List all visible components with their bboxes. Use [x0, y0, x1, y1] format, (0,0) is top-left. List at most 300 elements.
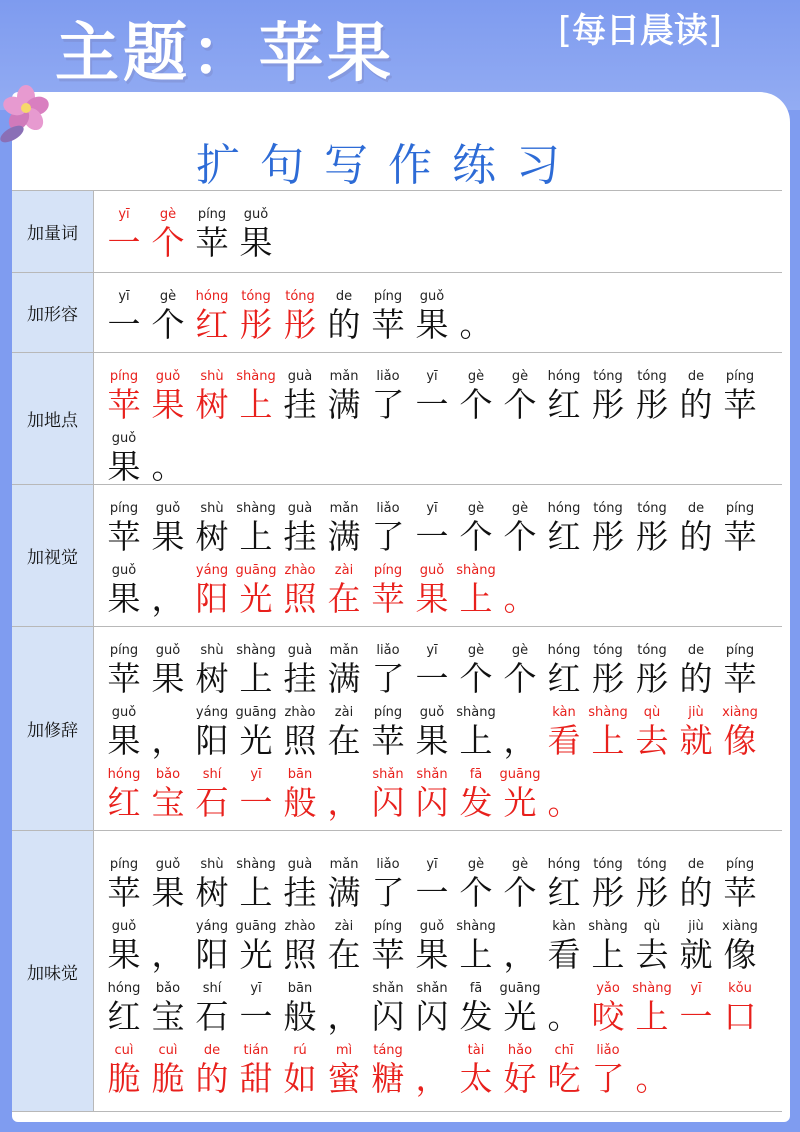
pinyin: yī [118, 289, 130, 304]
pinyin: hóng [547, 643, 581, 658]
character-cell [674, 704, 718, 761]
hanzi: 果 [415, 305, 449, 344]
pinyin: guǒ [243, 207, 269, 222]
hanzi: 。 [547, 783, 581, 822]
pinyin: guǒ [111, 705, 137, 720]
pinyin: hóng [107, 767, 141, 782]
pinyin: liǎo [376, 643, 400, 658]
hanzi: 在 [327, 935, 361, 974]
hanzi: 在 [327, 579, 361, 618]
character-cell [102, 562, 146, 619]
hanzi: 在 [327, 721, 361, 760]
sentence-line [102, 557, 542, 619]
hanzi: 去 [635, 935, 669, 974]
pinyin: gè [511, 369, 529, 384]
hanzi: 个 [503, 873, 537, 912]
character-cell [146, 980, 190, 1037]
character-cell [102, 1042, 146, 1099]
punctuation-cell [410, 1042, 454, 1099]
character-cell [278, 980, 322, 1037]
character-cell [234, 704, 278, 761]
hanzi: 个 [503, 659, 537, 698]
pinyin: cuì [114, 1043, 134, 1058]
character-cell [234, 766, 278, 823]
pinyin: de [687, 643, 705, 658]
hanzi: 闪 [371, 997, 405, 1036]
character-cell [410, 766, 454, 823]
punctuation-cell [630, 1042, 674, 1099]
pinyin: de [687, 857, 705, 872]
character-cell [498, 980, 542, 1037]
pinyin: guà [287, 501, 313, 516]
pinyin: shù [200, 501, 224, 516]
hanzi: 满 [327, 385, 361, 424]
hanzi: 光 [503, 783, 537, 822]
character-cell [234, 206, 278, 263]
hanzi: 果 [107, 935, 141, 974]
pinyin: cuì [158, 1043, 178, 1058]
subtitle: 扩句写作练习 [196, 140, 580, 191]
row-label: 加形容 [12, 273, 94, 352]
pinyin: zài [334, 563, 354, 578]
character-cell [366, 1042, 410, 1099]
hanzi: 上 [591, 721, 625, 760]
hanzi: 挂 [283, 659, 317, 698]
pinyin: guǒ [155, 643, 181, 658]
sentence-line [102, 851, 762, 913]
sentence-line [102, 761, 586, 823]
pinyin: tóng [637, 501, 667, 516]
pinyin: gè [511, 643, 529, 658]
pinyin: bān [287, 981, 313, 996]
character-cell [102, 642, 146, 699]
pinyin: qù [643, 919, 661, 934]
pinyin: yáng [195, 919, 229, 934]
hanzi: 上 [459, 579, 493, 618]
hanzi: 彤 [591, 385, 625, 424]
character-cell [102, 980, 146, 1037]
pinyin: yáng [195, 563, 229, 578]
character-cell [278, 918, 322, 975]
sentence-line [102, 1037, 674, 1099]
hanzi: 石 [195, 783, 229, 822]
character-cell [322, 856, 366, 913]
pinyin: shàng [632, 981, 672, 996]
character-cell [190, 368, 234, 425]
character-cell [410, 856, 454, 913]
character-cell [498, 856, 542, 913]
character-cell [322, 500, 366, 557]
pinyin: píng [725, 857, 755, 872]
pinyin: mǎn [329, 501, 359, 516]
hanzi: 。 [459, 305, 493, 344]
character-cell [630, 918, 674, 975]
character-cell [146, 1042, 190, 1099]
pinyin: tián [243, 1043, 269, 1058]
hanzi: 闪 [415, 783, 449, 822]
hanzi: 像 [723, 721, 757, 760]
hanzi: 个 [151, 223, 185, 262]
character-cell [718, 918, 762, 975]
character-cell [718, 642, 762, 699]
sentence-line [102, 699, 762, 761]
pinyin: shǎn [372, 767, 404, 782]
hanzi: 。 [547, 997, 581, 1036]
hanzi: 脆 [151, 1059, 185, 1098]
hanzi: 上 [459, 721, 493, 760]
character-cell [146, 856, 190, 913]
hanzi: 光 [239, 935, 273, 974]
pinyin: gè [467, 501, 485, 516]
hanzi: 彤 [591, 659, 625, 698]
pinyin: jiù [688, 919, 704, 934]
character-cell [190, 980, 234, 1037]
pinyin: shàng [588, 705, 628, 720]
character-cell [322, 918, 366, 975]
pinyin: guǒ [155, 369, 181, 384]
character-cell [586, 856, 630, 913]
hanzi: 照 [283, 579, 317, 618]
hanzi: 彤 [591, 873, 625, 912]
pinyin: xiàng [722, 919, 758, 934]
hanzi: 一 [415, 873, 449, 912]
character-cell [498, 1042, 542, 1099]
pinyin: hóng [547, 857, 581, 872]
pinyin: yǎo [596, 981, 620, 996]
hanzi: 照 [283, 721, 317, 760]
character-cell [234, 1042, 278, 1099]
character-cell [410, 500, 454, 557]
hanzi: 彤 [635, 659, 669, 698]
character-cell [102, 856, 146, 913]
hanzi: 果 [151, 385, 185, 424]
pinyin: shù [200, 369, 224, 384]
hanzi: 的 [679, 659, 713, 698]
pinyin: gè [159, 207, 177, 222]
pinyin: guà [287, 857, 313, 872]
hanzi: 发 [459, 997, 493, 1036]
hanzi: 上 [591, 935, 625, 974]
character-cell [454, 1042, 498, 1099]
pinyin: yī [426, 501, 438, 516]
character-cell [674, 368, 718, 425]
character-cell [454, 500, 498, 557]
hanzi: 光 [239, 721, 273, 760]
hanzi: 果 [107, 447, 141, 486]
pinyin: shàng [588, 919, 628, 934]
character-cell [718, 980, 762, 1037]
character-cell [102, 704, 146, 761]
hanzi: 苹 [723, 517, 757, 556]
hanzi: 宝 [151, 783, 185, 822]
hanzi: 上 [239, 385, 273, 424]
character-cell [366, 704, 410, 761]
hanzi: 甜 [239, 1059, 273, 1098]
hanzi: 一 [415, 659, 449, 698]
punctuation-cell [498, 704, 542, 761]
hanzi: 照 [283, 935, 317, 974]
hanzi: 苹 [107, 385, 141, 424]
pinyin: guǒ [155, 501, 181, 516]
character-cell [630, 856, 674, 913]
punctuation-cell [454, 288, 498, 345]
character-cell [410, 980, 454, 1037]
character-cell [102, 368, 146, 425]
character-cell [718, 368, 762, 425]
hanzi: 的 [195, 1059, 229, 1098]
pinyin: kàn [552, 705, 576, 720]
pinyin: guà [287, 643, 313, 658]
pinyin: yáng [195, 705, 229, 720]
hanzi: 的 [327, 305, 361, 344]
hanzi: 阳 [195, 579, 229, 618]
character-cell [102, 500, 146, 557]
hanzi: 上 [635, 997, 669, 1036]
character-cell [674, 918, 718, 975]
hanzi: ， [415, 1059, 449, 1098]
hanzi: 苹 [107, 659, 141, 698]
character-cell [718, 500, 762, 557]
character-cell [542, 856, 586, 913]
pinyin: tóng [593, 501, 623, 516]
character-cell [190, 206, 234, 263]
hanzi: 了 [371, 873, 405, 912]
hanzi: 光 [503, 997, 537, 1036]
sentence-content [102, 273, 776, 352]
hanzi: 的 [679, 385, 713, 424]
hanzi: ， [503, 935, 537, 974]
pinyin: mì [335, 1043, 353, 1058]
character-cell [322, 642, 366, 699]
character-cell [410, 642, 454, 699]
hanzi: 阳 [195, 935, 229, 974]
pinyin: guāng [235, 919, 277, 934]
character-cell [322, 288, 366, 345]
pinyin: bān [287, 767, 313, 782]
character-cell [146, 206, 190, 263]
hanzi: 一 [239, 997, 273, 1036]
hanzi: 红 [547, 873, 581, 912]
pinyin: guāng [499, 767, 541, 782]
hanzi: 去 [635, 721, 669, 760]
pinyin: kǒu [728, 981, 752, 996]
hanzi: ， [151, 721, 185, 760]
character-cell [366, 500, 410, 557]
character-cell [146, 642, 190, 699]
punctuation-cell [322, 766, 366, 823]
character-cell [102, 288, 146, 345]
hanzi: 果 [151, 659, 185, 698]
pinyin: fā [469, 767, 483, 782]
hanzi: 苹 [371, 579, 405, 618]
character-cell [366, 766, 410, 823]
character-cell [278, 1042, 322, 1099]
character-cell [146, 766, 190, 823]
character-cell [498, 766, 542, 823]
hanzi: 蜜 [327, 1059, 361, 1098]
character-cell [498, 368, 542, 425]
sentence-content [102, 485, 776, 626]
punctuation-cell [146, 562, 190, 619]
pinyin: shù [200, 643, 224, 658]
main-title: 主题：苹果 [55, 17, 395, 91]
pinyin: shí [202, 767, 222, 782]
hanzi: 挂 [283, 873, 317, 912]
pinyin: shàng [456, 563, 496, 578]
punctuation-cell [498, 562, 542, 619]
character-cell [542, 500, 586, 557]
sentence-content [102, 627, 776, 830]
table-row [12, 190, 782, 272]
character-cell [278, 368, 322, 425]
character-cell [190, 766, 234, 823]
hanzi: 闪 [371, 783, 405, 822]
character-cell [278, 704, 322, 761]
hanzi: 像 [723, 935, 757, 974]
pinyin: mǎn [329, 643, 359, 658]
pinyin: jiù [688, 705, 704, 720]
hanzi: 果 [239, 223, 273, 262]
character-cell [586, 918, 630, 975]
character-cell [234, 562, 278, 619]
hanzi: 。 [503, 579, 537, 618]
hanzi: 挂 [283, 517, 317, 556]
character-cell [586, 368, 630, 425]
character-cell [454, 980, 498, 1037]
pinyin: hóng [107, 981, 141, 996]
character-cell [190, 500, 234, 557]
character-cell [322, 704, 366, 761]
character-cell [366, 368, 410, 425]
pinyin: shàng [456, 919, 496, 934]
hanzi: 彤 [635, 517, 669, 556]
pinyin: gè [511, 857, 529, 872]
hanzi: 。 [635, 1059, 669, 1098]
character-cell [542, 642, 586, 699]
table-row [12, 352, 782, 484]
character-cell [410, 918, 454, 975]
character-cell [190, 562, 234, 619]
hanzi: 糖 [371, 1059, 405, 1098]
practice-table [12, 190, 782, 1112]
pinyin: tóng [637, 643, 667, 658]
hanzi: 就 [679, 935, 713, 974]
character-cell [146, 368, 190, 425]
pinyin: gè [467, 643, 485, 658]
character-cell [674, 500, 718, 557]
row-label: 加量词 [12, 191, 94, 272]
hanzi: 苹 [195, 223, 229, 262]
pinyin: de [687, 369, 705, 384]
pinyin: hóng [547, 369, 581, 384]
pinyin: yī [250, 981, 262, 996]
hanzi: 红 [195, 305, 229, 344]
pinyin: guāng [235, 705, 277, 720]
pinyin: yī [690, 981, 702, 996]
pinyin: liǎo [376, 857, 400, 872]
hanzi: 一 [107, 305, 141, 344]
table-row [12, 830, 782, 1112]
character-cell [322, 368, 366, 425]
character-cell [234, 918, 278, 975]
sentence-line [102, 975, 762, 1037]
character-cell [366, 980, 410, 1037]
character-cell [366, 918, 410, 975]
hanzi: 脆 [107, 1059, 141, 1098]
hanzi: 满 [327, 517, 361, 556]
pinyin: hóng [547, 501, 581, 516]
hanzi: 树 [195, 659, 229, 698]
hanzi: 个 [459, 659, 493, 698]
hanzi: 个 [459, 517, 493, 556]
character-cell [278, 562, 322, 619]
hanzi: 彤 [635, 385, 669, 424]
pinyin: de [335, 289, 353, 304]
hanzi: 个 [151, 305, 185, 344]
hanzi: 了 [371, 385, 405, 424]
pinyin: zhào [284, 705, 316, 720]
character-cell [410, 368, 454, 425]
character-cell [102, 766, 146, 823]
sentence-content [102, 353, 776, 484]
character-cell [542, 704, 586, 761]
pinyin: shù [200, 857, 224, 872]
row-label: 加视觉 [12, 485, 94, 626]
pinyin: yī [426, 643, 438, 658]
hanzi: 的 [679, 517, 713, 556]
hanzi: 果 [415, 935, 449, 974]
character-cell [190, 918, 234, 975]
hanzi: 太 [459, 1059, 493, 1098]
character-cell [278, 642, 322, 699]
pinyin: liǎo [376, 501, 400, 516]
hanzi: 阳 [195, 721, 229, 760]
hanzi: 口 [723, 997, 757, 1036]
character-cell [322, 562, 366, 619]
pinyin: liǎo [596, 1043, 620, 1058]
hanzi: 上 [239, 517, 273, 556]
hanzi: 一 [679, 997, 713, 1036]
pinyin: tài [467, 1043, 485, 1058]
pinyin: píng [197, 207, 227, 222]
pinyin: guāng [499, 981, 541, 996]
hanzi: 红 [107, 997, 141, 1036]
pinyin: liǎo [376, 369, 400, 384]
hanzi: 树 [195, 517, 229, 556]
hanzi: 咬 [591, 997, 625, 1036]
sentence-line [102, 495, 762, 557]
pinyin: shàng [456, 705, 496, 720]
pinyin: tóng [593, 643, 623, 658]
pinyin: bǎo [155, 981, 181, 996]
character-cell [410, 288, 454, 345]
hanzi: 红 [547, 385, 581, 424]
pinyin: guà [287, 369, 313, 384]
hanzi: 一 [415, 517, 449, 556]
hanzi: 一 [107, 223, 141, 262]
hanzi: 宝 [151, 997, 185, 1036]
hanzi: 如 [283, 1059, 317, 1098]
table-row [12, 272, 782, 352]
hanzi: 苹 [371, 935, 405, 974]
pinyin: píng [109, 643, 139, 658]
hanzi: 好 [503, 1059, 537, 1098]
character-cell [102, 206, 146, 263]
row-label: 加味觉 [12, 831, 94, 1111]
character-cell [146, 288, 190, 345]
character-cell [278, 500, 322, 557]
pinyin: píng [725, 501, 755, 516]
